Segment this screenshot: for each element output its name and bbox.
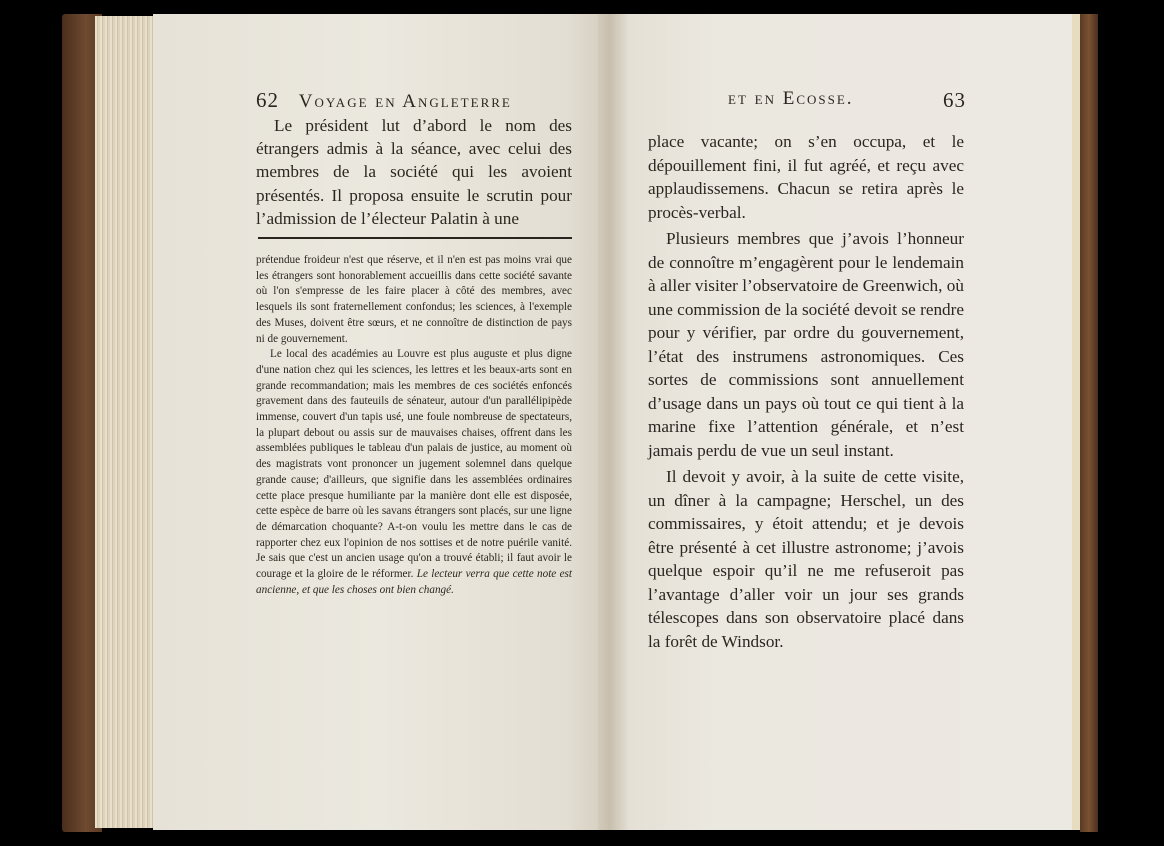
- left-running-header: [256, 88, 512, 113]
- footnote-p2-text: Le local des académies au Louvre est plus auguste et plus digne d'une nation chez qui les sciences, les lettres et les beaux-arts sont en grande recommandation; mais les membres de ces sociétés enfoncés gravement dans des fauteuils de sénateur, autour d'un parallélipipède immense, couvert d'un tapis usé, une foule nombreuse de spectateurs, la plupart debout ou assis sur de mauvaises chaises, offrent dans les assemblées publiques le tableau d'un palais de justice, au moment où des magistrats vont prononcer un jugement solemnel dans quelque grande cause; d'ailleurs, que signifie dans les assemblées ordinaires cette place presque humiliante par la manière dont elle est disposée, cette espèce de barre où les savans étrangers sont placés, sur une ligne de démarcation choquante? A-t-on voulu les mettre dans le cas de rapporter chez eux l'opinion de nos sottises et de notre puérile vanité. Je sais que c'est un ancien usage qu'on a trouvé établi; il faut avoir le courage et la gloire de le réformer.: [256, 348, 572, 581]
- left-page-number: 62: [256, 88, 279, 112]
- footnote-paragraph-1: prétendue froideur n'est que réserve, et il n'en est pas moins vrai que les étrangers sont honorablement accueillis dans cette société savante où l'on s'empresse de les faire placer à côté des membres, avec lesquels ils sont fraternellement confondus; les sciences, à l'exemple des Muses, doivent être sœurs, et ne connoître de distinction de pays ni de gouvernement.: [256, 254, 572, 345]
- right-paragraph-1: place vacante; on s’en occupa, et le dépouillement fini, il fut agréé, et reçu avec applaudissemens. Chacun se retira après le procès-verbal.: [648, 132, 964, 222]
- right-running-head: et en Ecosse.: [728, 88, 854, 109]
- footnote-rule: [258, 237, 572, 239]
- right-running-header: [728, 88, 966, 110]
- footnote: [256, 253, 572, 598]
- left-paragraph: Le président lut d’abord le nom des étrangers admis à la séance, avec celui des membres de la société qui les avoient présentés. Il proposa ensuite le scrutin pour l’admission de l’électeur Palatin à une: [256, 116, 572, 228]
- book-cover-right: [1080, 14, 1098, 832]
- right-page-number: 63: [943, 88, 966, 112]
- left-running-head: Voyage en Angleterre: [298, 91, 512, 112]
- right-page-edge: [1072, 14, 1080, 830]
- page-edges: [95, 16, 153, 828]
- footnote-italic-note: Le lecteur verra que cette note est ancienne, et que les choses ont bien changé.: [256, 568, 573, 596]
- right-paragraph-2: Plusieurs membres que j’avois l’honneur de connoître m’engagèrent pour le lendemain à aller visiter l’observatoire de Greenwich, où une commission de la société devoit se rendre pour y vérifier, par ordre du gouvernement, l’état des instrumens astronomiques. Ces sortes de commissions sont annuellement d’usage dans un pays où tout ce qui tient à la marine fixe l’attention générale, et n’est jamais perdu de vue un seul instant.: [648, 229, 964, 460]
- left-body-text: [256, 114, 572, 230]
- book-gutter: [598, 14, 628, 830]
- footnote-paragraph-2: [256, 347, 572, 598]
- right-body-text: [648, 130, 964, 653]
- right-paragraph-3: Il devoit y avoir, à la suite de cette visite, un dîner à la campagne; Herschel, un des commissaires, y étoit attendu; et je devois être présenté à cet illustre astronome; j’avois quelque espoir qu’il ne me refuseroit pas l’avantage d’aller voir un jour ses grands télescopes dans son observatoire placé dans la forêt de Windsor.: [648, 467, 964, 651]
